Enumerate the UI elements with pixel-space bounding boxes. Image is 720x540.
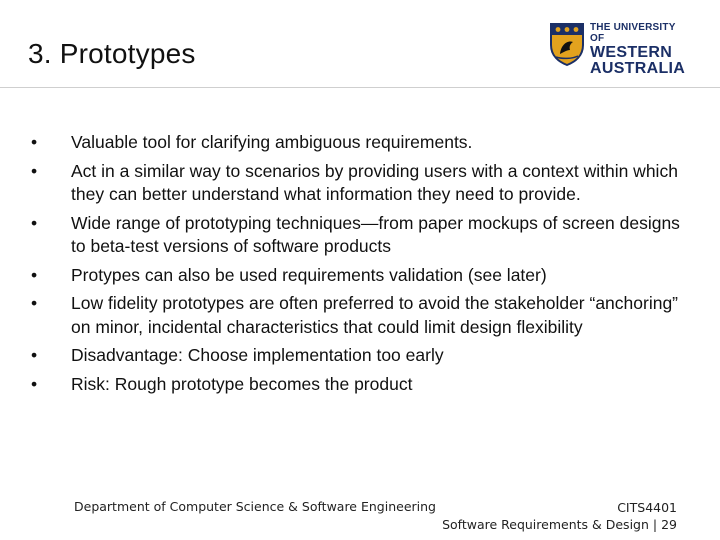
bullet-marker: •: [31, 212, 38, 233]
title-divider: [0, 87, 720, 88]
logo-wordmark: [590, 22, 685, 77]
logo-line-3: AUSTRALIA: [590, 60, 686, 77]
slide-title: 3. Prototypes: [28, 38, 196, 69]
bullet-marker: •: [31, 160, 38, 181]
bullet-item: [31, 160, 681, 207]
bullet-text: Protypes can also be used requirements validation (see later): [71, 264, 547, 285]
footer-course-name: Software Requirements & Design: [442, 517, 649, 532]
page-number: 29: [661, 517, 677, 532]
bullet-list: [31, 131, 681, 401]
bullet-item: [31, 131, 681, 155]
bullet-marker: •: [31, 132, 38, 152]
logo-line-1: THE UNIVERSITY OF: [590, 22, 676, 44]
bullet-item: [31, 292, 681, 339]
footer-course-info: [442, 499, 677, 533]
bullet-item: [31, 212, 681, 259]
bullet-text: Low fidelity prototypes are often preferred to avoid the stakeholder “anchoring” on minor, incidental characteristics that could limit design flexibility: [71, 293, 679, 337]
bullet-text: Disadvantage: Choose implementation too early: [71, 345, 444, 365]
university-logo: [548, 21, 686, 77]
bullet-marker: •: [31, 373, 38, 394]
bullet-text: Valuable tool for clarifying ambiguous requirements.: [71, 132, 473, 152]
bullet-marker: •: [31, 293, 38, 313]
footer-course-line: [442, 516, 677, 533]
uwa-crest-icon: [548, 21, 586, 67]
bullet-text: Wide range of prototyping techniques—from paper mockups of screen designs to beta-test versions of software products: [71, 212, 680, 256]
footer-separator: |: [652, 517, 658, 532]
bullet-marker: •: [31, 264, 38, 285]
bullet-marker: •: [31, 345, 38, 365]
bullet-text: Act in a similar way to scenarios by providing users with a context within which they can better understand what information they need to provide.: [71, 160, 678, 204]
bullet-item: [31, 373, 681, 397]
footer-department: Department of Computer Science & Software Engineering: [74, 499, 436, 514]
bullet-text: Risk: Rough prototype becomes the product: [71, 373, 413, 394]
bullet-item: [31, 344, 681, 368]
logo-line-2: WESTERN: [590, 44, 673, 61]
bullet-item: [31, 264, 681, 288]
footer-course-code: CITS4401: [617, 500, 677, 515]
